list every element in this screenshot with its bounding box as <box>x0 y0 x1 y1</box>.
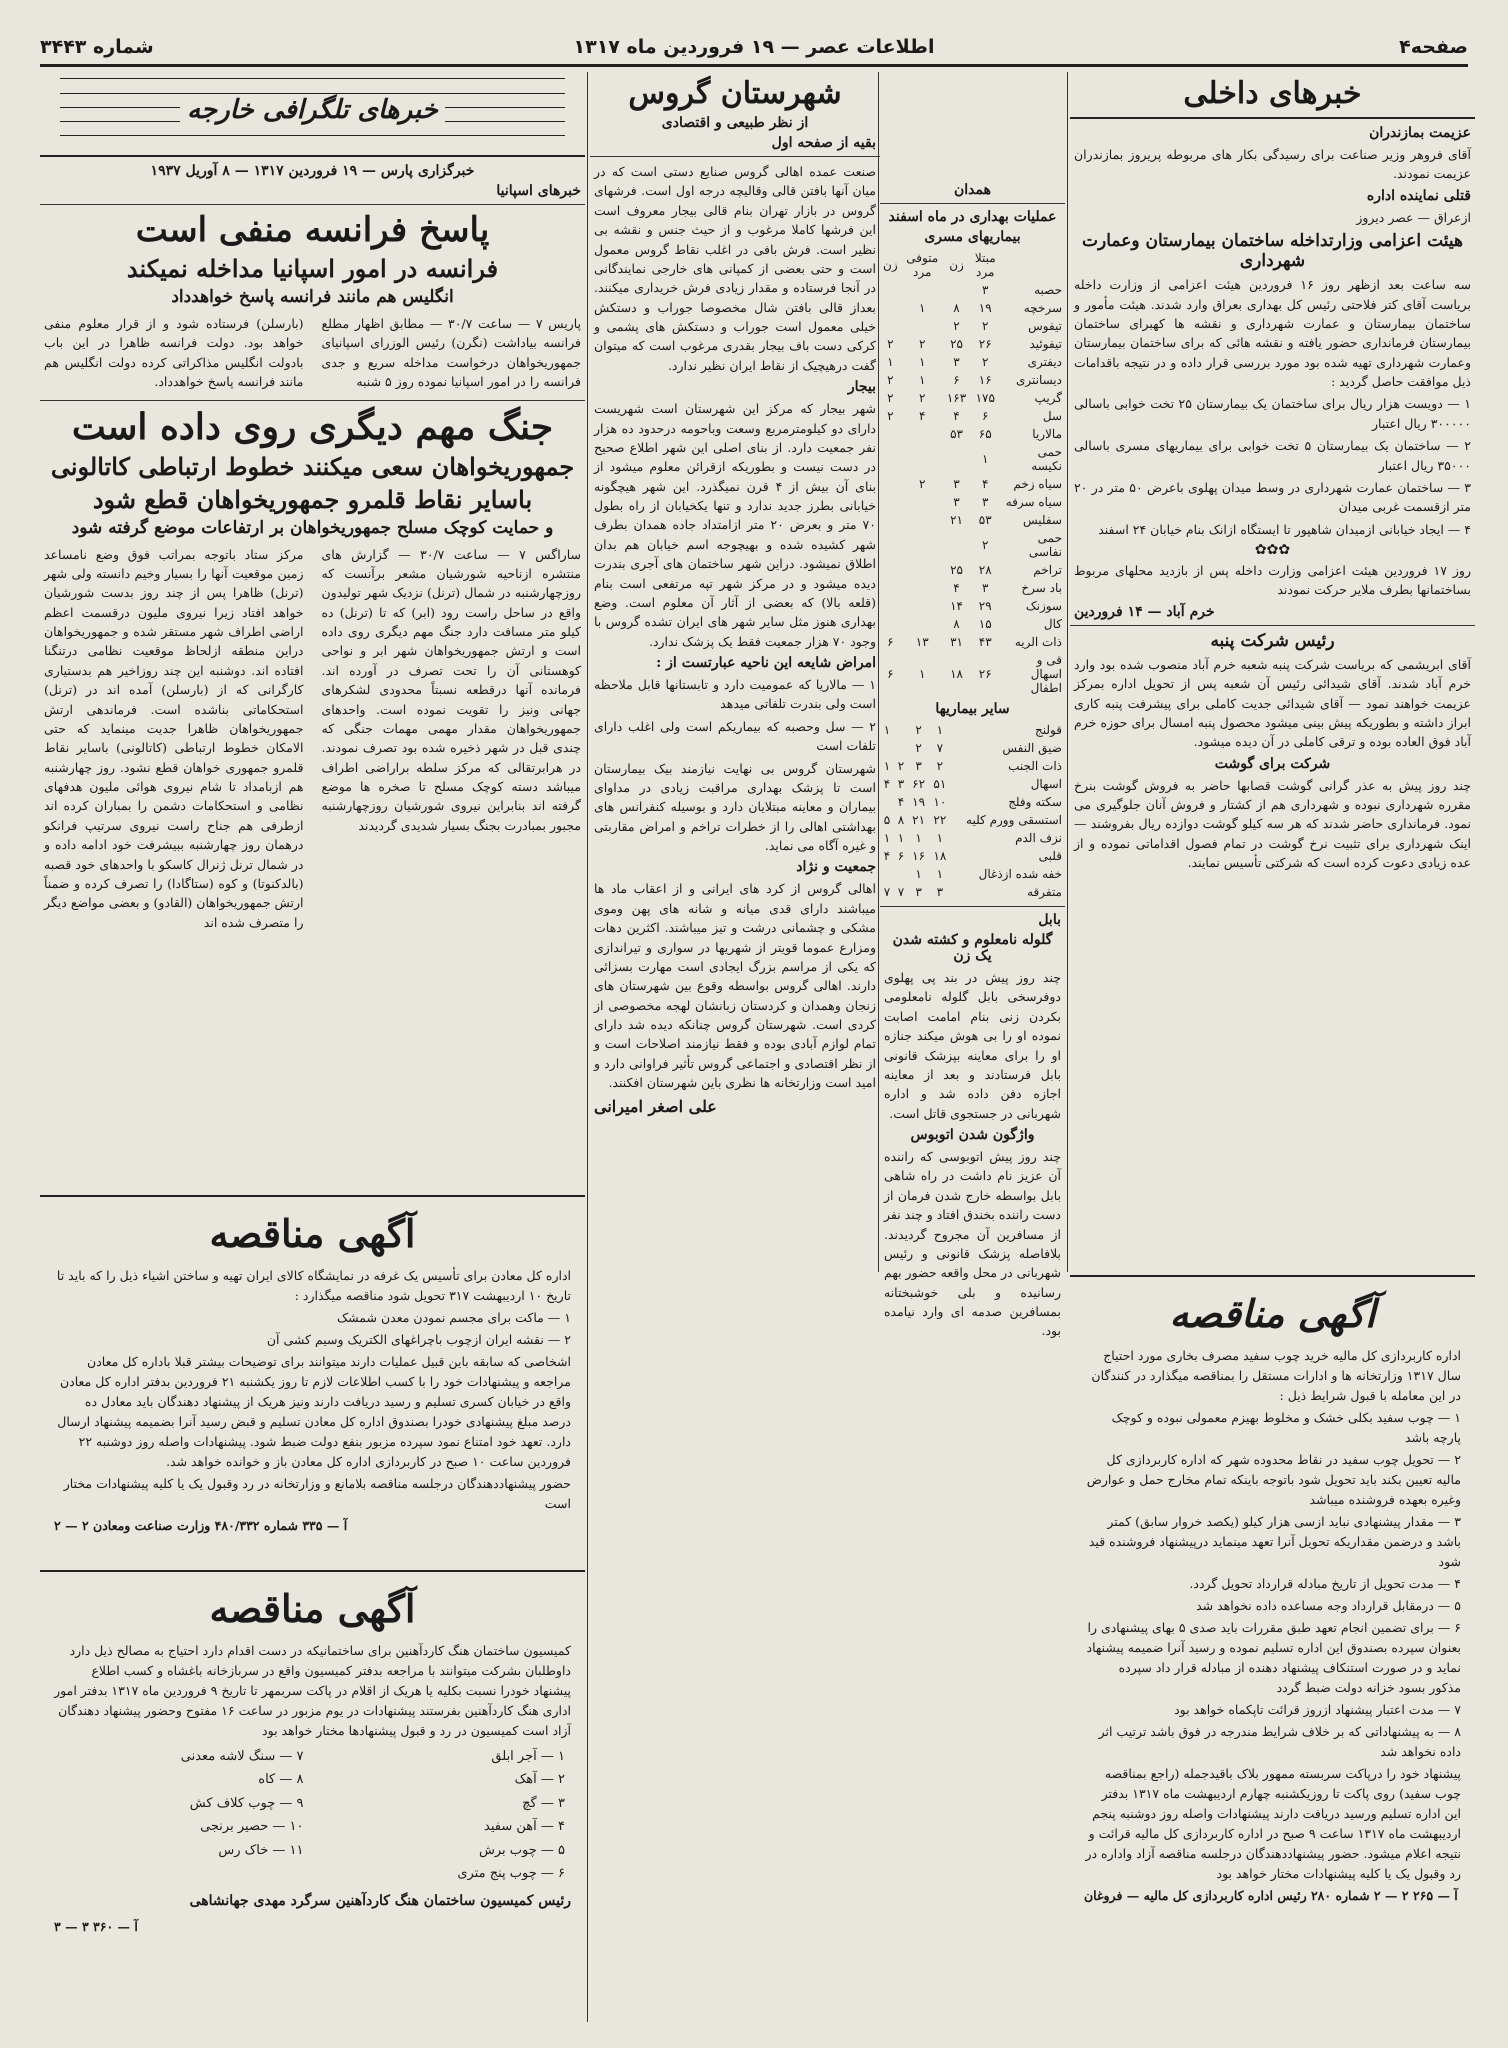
table-row <box>880 389 1065 407</box>
table-row <box>880 511 1065 529</box>
count-cell: ۶ <box>897 849 905 863</box>
count-cell: ۳ <box>953 477 960 491</box>
disease-name: دیفتری <box>1027 355 1062 369</box>
domestic-section-title: خبرهای داخلی <box>1183 76 1362 111</box>
count-cell <box>880 317 901 335</box>
disease-name: دیسانتری <box>1015 373 1062 387</box>
tender-title: آگهی مناقصه <box>1169 1291 1376 1336</box>
other-disease-table <box>880 721 1065 901</box>
table-row <box>880 371 1065 389</box>
bijar-headline: بیجار <box>847 379 876 396</box>
headline-spain: فرانسه در امور اسپانیا مداخله نمیکند <box>126 254 499 283</box>
disease-name: متفرقه <box>1027 885 1062 899</box>
disease-name: ضیق النفس <box>1002 741 1062 755</box>
count-cell <box>880 561 901 579</box>
material-item: ۱۰ — حصیر برنجی <box>200 1819 304 1835</box>
foreign-news-column <box>40 72 585 1187</box>
tender-ref: آ — ۲۶۵ ۲ — ۲ شماره ۲۸۰ رئیس اداره کاربردازی کل مالیه — فروغان <box>1084 1888 1458 1903</box>
count-cell: ۵۱ <box>933 777 947 791</box>
bus-text: چند روز پیش اتوبوسی که راننده آن عزیز نام داشت در راه شاهی بابل بواسطه خارج شدن فرمان از دست راننده بخندق افتاد و چند نفر از مسافرین آن مجروح گردیدند. بلافاصله پزشک قانونی و رئیس شهربانی در محل واقعه حضور بهم رسانیده و بلی خوشبختانه بمسافرین صدمه ای وارد نیامده بود. <box>884 1149 1061 1339</box>
disease-name: تیفوئید <box>1029 337 1062 351</box>
delegation-item: ۴ — ایجاد خیابانی ازمیدان شاهپور تا ایستگاه ازانک بنام خیابان ۲۴ اسفند <box>1098 521 1471 537</box>
disease-name: استسقی وورم کلیه <box>966 813 1062 827</box>
count-cell <box>901 493 944 511</box>
count-cell: ۱۵ <box>978 617 992 631</box>
cotton-headline: رئیس شرکت پنبه <box>1210 630 1335 651</box>
count-cell <box>901 443 944 475</box>
count-cell <box>880 615 901 633</box>
tender-intro: کمیسیون ساختمان هنگ کاردآهنین برای ساختمانیکه در دست اقدام دارد احتیاج به مصالح ذیل دارد داوطلبان بشرکت میتوانند با مراجعه بدفتر کمیسیون واقع در سربازخانه باغشاه و کسب اطلاع پیشنهاد خودرا نسبت بکلیه یا هریک از اقلام در پاکت سربمهر تا تاریخ ۹ فروردین ماه ۱۳۱۷ بدفتر امور اداری هنگ کاردآهنین بفرستند پیشنهادات در یوم مزبور در ساعت ۱۶ مفتوح وحضور پیشنهاد دهندگان آزاد است کمیسیون در رد و قبول پیشنهادها مختار خواهد بود <box>54 1643 571 1738</box>
disease-name: نزف الدم <box>1015 831 1062 845</box>
headline-catalonia: جمهوریخواهان سعی میکنند خطوط ارتباطی کاتالونی <box>50 451 575 481</box>
table-row <box>880 865 1065 883</box>
tender-item: ۴ — مدت تحویل از تاریخ مبادله قرارداد تحویل گردد. <box>1189 1576 1461 1591</box>
material-item: ۱۱ — خاک رس <box>218 1842 304 1858</box>
tender-note: حضور پیشنهاددهندگان درجلسه مناقصه بلامانع و وزارتخانه در رد وقبول یک یا کلیه پیشنهادات مختار است <box>63 1476 571 1511</box>
count-cell: ۶ <box>953 373 960 387</box>
count-cell: ۲۱ <box>912 813 926 827</box>
count-cell: ۱ <box>919 355 926 369</box>
table-header-row <box>880 249 1065 281</box>
count-cell <box>880 739 894 757</box>
count-cell: ۴ <box>883 777 891 791</box>
count-cell: ۳ <box>953 355 960 369</box>
bullet-text: چند روز پیش در بند پی پهلوی دوفرسخی بابل گلوله نامعلومی بکردن زنی بنام امامت اصابت نموده او را بی هوش میکند جنازه او را برای معاینه بپزشک قانونی بابل فرستادند و بعد از معاینه اجازه دفن داده شد و اداره شهربانی در جستجوی قاتل است. <box>884 970 1061 1121</box>
material-item: ۱ — آجر ابلق <box>491 1749 565 1764</box>
count-cell: ۳ <box>982 495 989 509</box>
count-cell: ۱۸ <box>950 667 963 681</box>
count-cell: ۱۷۵ <box>975 391 995 405</box>
disease-name: قلبی <box>1038 849 1062 863</box>
disease-name: سفلیس <box>1022 513 1062 527</box>
table-row <box>880 579 1065 597</box>
column-label: زن <box>883 258 898 272</box>
headline-republicans: باسایر نقاط قلمرو جمهوریخواهان قطع شود <box>92 484 533 514</box>
count-cell <box>944 443 969 475</box>
count-cell: ۲ <box>982 538 989 552</box>
count-cell: ۱۰ <box>933 795 947 809</box>
count-cell: ۳ <box>897 777 905 791</box>
bus-headline: واژگون شدن اتوبوس <box>910 1127 1035 1143</box>
count-cell: ۲ <box>919 477 926 491</box>
table-row <box>880 475 1065 493</box>
table-row <box>880 493 1065 511</box>
count-cell: ۲۵ <box>950 337 963 351</box>
count-cell: ۲ <box>915 723 922 737</box>
materials-list <box>60 1745 565 1885</box>
table-row <box>880 529 1065 561</box>
delegation-headline: هیئت اعزامی وزارتداخله ساختمان بیمارستان وعمارت شهرداری <box>1082 231 1463 272</box>
table-row <box>880 561 1065 579</box>
table-row <box>880 847 1065 865</box>
disease-name: تیفوس <box>1028 319 1062 333</box>
count-cell <box>880 865 894 883</box>
issue-number: شماره ۳۴۴۳ <box>40 36 154 58</box>
count-cell: ۲۱ <box>950 513 963 527</box>
count-cell: ۱۶ <box>978 373 992 387</box>
count-cell: ۶۵ <box>978 427 992 441</box>
diseases-headline: امراض شایعه این ناحیه عبارتست از : <box>656 655 876 671</box>
material-item: ۷ — سنگ لاشه معدنی <box>180 1749 304 1764</box>
count-cell <box>880 493 901 511</box>
bullet-headline: گلوله نامعلوم و کشته شدن یک زن <box>892 932 1053 964</box>
count-cell: ۲۲ <box>933 813 947 827</box>
count-cell: ۲ <box>915 741 922 755</box>
table-row <box>880 335 1065 353</box>
material-item: ۹ — چوب کلاف کش <box>189 1795 304 1811</box>
count-cell <box>880 299 901 317</box>
headline-heights: و حمایت کوچک مسلح جمهوریخواهان بر ارتفاعات موضع گرفته شود <box>71 517 554 538</box>
count-cell <box>894 739 908 757</box>
count-cell: ۱ <box>897 831 905 845</box>
count-cell: ۱ <box>915 831 922 845</box>
count-cell: ۷ <box>897 885 905 899</box>
tender-signature: رئیس کمیسیون ساختمان هنگ کاردآهنین سرگرد مهدی جهانشاهی <box>189 1893 571 1910</box>
tender-title: آگهی مناقصه <box>209 1211 416 1256</box>
column-label: مبتلا مرد <box>974 251 996 279</box>
table-row <box>880 811 1065 829</box>
count-cell <box>880 597 901 615</box>
count-cell: ۳ <box>915 759 922 773</box>
tender-item: ۱ — چوب سفید بکلی خشک و مخلوط بهیزم معمولی نبوده و کوچک پارچه باشد <box>1111 1410 1461 1445</box>
count-cell: ۸ <box>897 813 905 827</box>
count-cell: ۵ <box>883 813 891 827</box>
saragossa-report <box>40 542 585 936</box>
disease-name: کال <box>1043 617 1062 631</box>
tender-intro: اداره کل معادن برای تأسیس یک غرفه در نمایشگاه کالای ایران تهیه و ساختن اشیاء ذیل را که باید تا تاریخ ۱۰ اردیبهشت ۳۱۷ تحویل شود مناقصه میگذارد : <box>56 1268 571 1303</box>
count-cell: ۳ <box>936 885 944 899</box>
count-cell: ۲ <box>936 759 944 773</box>
count-cell: ۲ <box>919 337 926 351</box>
count-cell: ۲ <box>982 355 989 369</box>
tender-item: ۶ — برای تضمین انجام تعهد طبق مقررات باید صدی ۵ بهای پیشنهادی را بعنوان سپرده بصندوق این اداره تسلیم نموده و رسید آنرا ضمیمه پیشنهاد نماید و در صورت استنکاف پیشنهاد دهنده از مبادله قرار داد سپرده مذکور بسود خزانه دولت ضبط گردد <box>1086 1620 1461 1695</box>
meat-headline: شرکت برای گوشت <box>1214 755 1331 772</box>
hamadan-headline: عملیات بهداری در ماه اسفند <box>888 209 1057 225</box>
hamadan-subhead: بیماریهای مسری <box>924 229 1021 245</box>
count-cell: ۵۳ <box>978 513 992 527</box>
count-cell <box>880 281 901 299</box>
count-cell <box>901 511 944 529</box>
disease-item: ۱ — مالاریا که عمومیت دارد و تابستانها قابل ملاحظه است ولی بندرت تلفاتی میدهد <box>594 677 876 712</box>
count-cell: ۱ <box>936 831 944 845</box>
count-cell: ۶ <box>887 667 894 681</box>
tender-body: اشخاصی که سابقه باین قبیل عملیات دارند میتوانند برای توضیحات بیشتر قبلا باداره کل معادن مراجعه و پیشنهادات خود را با کسب اطلاعات لازم تا روز یکشنبه ۲۱ فروردین بدفتر اداره کل معادن واقع در خیابان کسری تسلیم و رسید دریافت دارند ونیز هریک از پیشنهاد دهندگان باید معادل ده درصد مبلغ پیشنهادی خودرا بصندوق اداره کل معادن تسلیم و قبض رسید آنرا بضمیمه پیشنهاد ارسال دارد. تعهد خود امتناع نمود سپرده مزبور بنفع دولت ضبط شود. پیشنهادات واصله روز دوشنبه ۲۲ فروردین ساعت ۱۰ صبح در کاربردازی اداره کل معادن باز و خوانده خواهد شد. <box>57 1354 571 1469</box>
count-cell: ۲ <box>887 409 894 423</box>
material-item: ۸ — کاه <box>258 1772 304 1788</box>
table-row <box>880 721 1065 739</box>
headline-england: انگلیس هم مانند فرانسه پاسخ خواهدداد <box>171 287 454 307</box>
count-cell: ۶۲ <box>912 777 926 791</box>
count-cell: ۱ <box>936 867 944 881</box>
disease-item: ۲ — سل وحصبه که بیماریکم است ولی اغلب دارای تلفات است <box>594 718 876 754</box>
tender-body: پیشنهاد خود را درپاکت سربسته ممهور بلاک باقیدجمله (راجع بمناقصه چوب سفید) روی پاکت تا روزیکشنبه چهارم اردیبهشت ماه ۱۳۱۷ بدفتر این اداره تسلیم ورسید دریافت دارند پیشنهادات واصله روز دوشنبه پنجم اردیبهشت ماه ۱۳۱۷ ساعت ۹ صبح در اداره کاربردازی کل مالیه قرائت و نتیجه اعلام میشود. حضور پیشنهاددهندگان درجلسه مناقصه آزاد واداره در رد وقبول یک یا کلیه پیشنهادات مختار خواهد بود <box>1085 1766 1461 1881</box>
delegation-item: ۳ — ساختمان عمارت شهرداری در وسط میدان پهلوی باعرض ۵۰ متر در ۲۰ متر ازقسمت غربی میدان <box>1074 479 1472 515</box>
paris-text-1: پاریس ۷ — ساعت ۳۰/۷ — مطابق اظهار مطلع فرانسه بیاداشت (نگرن) رئیس الوزرای اسپانیای جمهوریخواهان درخواست مداخله سریع و جدی فرانسه را در امور اسپانیا نموده روز ۵ شنبه <box>321 316 582 390</box>
table-row <box>880 883 1065 901</box>
count-cell <box>901 579 944 597</box>
population-headline: جمعیت و نژاد <box>796 859 876 876</box>
headline-war: جنگ مهم دیگری روی داده است <box>71 405 554 448</box>
paris-text-2: (بارسلن) فرستاده شود و از قرار معلوم منفی خواهد بود. دولت فرانسه ظاهرا در این باب بادولت انگلیس مذاکراتی کرده دولت انگلیس هم مانند فرانسه پاسخ خواهدداد. <box>44 316 304 390</box>
count-cell: ۱۴ <box>950 599 963 613</box>
tender-ad-firewood <box>1070 1275 1475 2017</box>
materials-left <box>60 1745 304 1885</box>
disease-name: حصبه <box>1034 283 1062 297</box>
delegation-item: ۱ — دویست هزار ریال برای ساختمان یک بیمارستان ۲۵ تخت خوابی باسالی ۳۰۰۰۰۰ ریال اعتبار <box>1074 396 1471 431</box>
disease-name: خفه شده ازذغال <box>978 867 1062 881</box>
paris-report <box>40 311 585 395</box>
count-cell: ۲ <box>919 391 926 405</box>
table-row <box>880 597 1065 615</box>
count-cell: ۷ <box>883 885 891 899</box>
disease-name: حمی نکیسه <box>1031 445 1062 473</box>
table-row <box>880 651 1065 697</box>
count-cell: ۱ <box>883 831 891 845</box>
count-cell <box>880 793 894 811</box>
headline-france: پاسخ فرانسه منفی است <box>135 210 490 250</box>
saragossa-text-2: مرکز ستاد باتوجه بمراتب فوق وضع نامساعد زمین موقعیت آنها را بسیار وخیم دانسته ولی شهر (ترنل) ظاهرا پس از چند روز بدست شورشیان خواهد افتاد زیرا نیروی ملیون درقسمت اعظم اراضی اطراف شهر مستقر شده و جمهوریخواهان دراین منطقه ازلحاظ موقعیت نظامی درتنگنا افتاده اند. دوشنبه این چند روزاخیر هم بدستیاری کارگرانی که از (بارسلن) آمده اند در (ترنل) استحکاماتی بناشده است. فرماندهی ارتش جمهوریخواهان ظاهرا جدیت مینماید که حتی الامکان خطوط ارتباطی (کاتالونی) باسایر نقاط قلمرو جمهوری خواهان قطع نشود. روز چهارشنبه هم ازبامداد تا شام نیروی هوائی ملیون هدفهای نظامی و استحکامات دشمن را بمباران کرده اند ازطرفی هم جناح راست نیروی سرتیپ فرانکو درهمان روز چهارشنبه ببیشرفت خود ادامه داده و در شمال ترنل ژنرال کاسکو با واحدهای خود قصبه (بالدکنوتا) و کوه (ستاگادا) را تصرف کرده و ضمناً ارتش جمهوریخواهان (القادو) و بعضی مواضع دیگر را متصرف شده اند <box>44 546 304 930</box>
count-cell <box>880 511 901 529</box>
count-cell: ۲۸ <box>978 563 992 577</box>
disease-name: سیاه زخم <box>1013 477 1062 491</box>
count-cell <box>894 865 908 883</box>
count-cell: ۱۶ <box>912 849 926 863</box>
mazandaran-headline: عزیمت بمازندران <box>1369 125 1471 141</box>
count-cell: ۵۳ <box>950 427 963 441</box>
table-row <box>880 829 1065 847</box>
column-label: زن <box>949 258 964 272</box>
disease-name: سل <box>1042 409 1062 423</box>
count-cell: ۴ <box>897 795 905 809</box>
table-row <box>880 739 1065 757</box>
delegation-text: سه ساعت بعد ازظهر روز ۱۶ فروردین هیئت اعزامی از وزارت داخله بریاست آقای کتر فلاحتی رئیس کل بهداری بعراق وارد شدند. هیئت مأمور و ساختمان بیمارستان و عمارت شهرداری و نقشه ها کهبرای ساختمان بیمارستان فرمانداری حضور یافته و نقشه هائی که برای ساختمان بیمارستان وعمارت شهرداری تهیه شده بود مورد بررسی قرار داده و در نتیجه باقدامات ذیل موافقت حاصل گردید : <box>1074 277 1471 389</box>
count-cell: ۳ <box>953 495 960 509</box>
materials-right <box>322 1745 566 1885</box>
count-cell <box>880 529 901 561</box>
other-diseases-headline: سایر بیماریها <box>935 701 1010 717</box>
disease-name: ذات الجنب <box>1008 759 1062 773</box>
column-rule <box>1067 72 1068 1272</box>
count-cell <box>880 475 901 493</box>
tender-title: آگهی مناقصه <box>209 1586 416 1631</box>
gerrous-text-4: اهالی گروس از کرد های ایرانی و از اعقاب ماد ها میباشند دارای قدی میانه و شانه های پهن وموی مشکی و چشمانی درشت و تیز میباشند. اکثرین دهات ومزارع عموما قویتر از شهریها در سواری و تیراندازی که یکی از مراسم بزرگ ایجادی است مهارت بسزائی دارند. اهالی گروس بواسطه وقوع بین شهرستان های زنجان وهمدان و کردستان زبانشان لهجه مخصوصی از کردی است. شهرستان گروس چنانکه دیده شد دارای تمام لوازم آبادی بوده و فقط نیازمند اصلاحات است و از نظر اقتصادی و اجتماعی گروس تأثیر فراوانی دارد و امید است وزارتخانه ها نظری باین شهرستان افکنند. <box>594 881 876 1091</box>
count-cell <box>901 529 944 561</box>
count-cell: ۱۳ <box>915 635 929 649</box>
count-cell: ۱ <box>915 867 922 881</box>
tender-item: ۲ — نقشه ایران ازچوب باچراغهای الکتریک وسیم کشی آن <box>266 1332 571 1347</box>
count-cell: ۲۶ <box>978 337 992 351</box>
count-cell: ۴ <box>883 849 891 863</box>
column-rule <box>587 72 588 2022</box>
table-row <box>880 425 1065 443</box>
count-cell <box>901 561 944 579</box>
star-divider: ✿✿✿ <box>1254 542 1291 558</box>
table-row <box>880 443 1065 475</box>
count-cell: ۱۸ <box>933 849 947 863</box>
disease-name: باد سرخ <box>1021 581 1062 595</box>
disease-name: سیاه سرفه <box>1005 495 1062 509</box>
mazandaran-text: آقای فروهر وزیر صناعت برای رسیدگی بکار های مربوطه پریروز بمازندران عزیمت نمودند. <box>1074 147 1471 182</box>
tender-intro: اداره کاربردازی کل مالیه خرید چوب سفید مصرف بخاری مورد احتیاج سال ۱۳۱۷ وزارتخانه ها و ادارات مستقل را بمناقصه میگذارد در کنندگان در این معامله با قبول شرایط ذیل : <box>1091 1348 1461 1403</box>
count-cell: ۱ <box>936 723 944 737</box>
telegraph-banner <box>60 78 565 149</box>
count-cell: ۲۹ <box>978 599 992 613</box>
count-cell <box>944 281 969 299</box>
count-cell: ۱۹ <box>912 795 926 809</box>
delegation-item: ۲ — ساختمان یک بیمارستان ۵ تخت خوابی برای بیماریهای مسری باسالی ۳۵۰۰۰ ریال اعتبار <box>1074 438 1471 473</box>
disease-name: ذات الریه <box>1014 635 1062 649</box>
count-cell: ۲۶ <box>978 667 992 681</box>
disease-name: قولنج <box>1035 723 1062 737</box>
count-cell: ۳۱ <box>950 635 963 649</box>
tender-ref: آ — ۳۳۵ شماره ۴۸۰/۳۳۲ وزارت صناعت ومعادن ۲ — ۲ <box>54 1518 348 1533</box>
agency-line: خبرگزاری پارس — ۱۹ فروردین ۱۳۱۷ — ۸ آوریل ۱۹۳۷ <box>150 163 475 179</box>
gerrous-text-2: شهر بیجار که مرکز این شهرستان است شهریست دارای دو کیلومترمربع وسعت وباحومه درحدود ده هزار نفر جمعیت دارد. از بنای اصلی این شهر اطلاع صحیح در دست نیست و بطوریکه ازقرائن معلوم میشود از بنای آن بیش از ۴ قرن نمیگذرد. این شهر هیچگونه خیابانی بطرز جدید ندارد و تنها یکخیابان از راه بطول ۷۰ متر و بعرض ۲۰ متر ازامتداد جاده همدان بطرف شهر کشیده شده و بهیچوجه اسم خیابان هم بدان اطلاق نمیشود. دراین شهر ساختمان های آجری بندرت دیده میشود و در مرکز شهر تپه مرتفعی است بنام (قلعه بالا) که بعضی از آثار آن معلوم است. وضع بهداری هنوز مثل سایر شهر های ایران تشده گروس با وجود ۷۰ هزار جمعیت فقط یک پزشک ندارد. <box>594 401 876 649</box>
count-cell: ۱۶۳ <box>946 391 967 405</box>
hamadan-column <box>880 72 1065 1339</box>
page-header <box>40 30 1468 67</box>
count-cell: ۲۵ <box>950 563 963 577</box>
count-cell <box>894 721 908 739</box>
count-cell: ۳ <box>982 581 989 595</box>
table-row <box>880 757 1065 775</box>
count-cell: ۳ <box>982 283 989 297</box>
count-cell: ۳ <box>915 885 922 899</box>
table-row <box>880 281 1065 299</box>
meat-text: چند روز پیش به عذر گرانی گوشت قصابها حاضر به فروش گوشت بنرخ مقرره شهرداری نبوده و شهرداری هم از کشتار و فروش آنان جلوگیری می نمود. فرمانداری حاضر شدند که هر سه کیلو گوشت دوازده ریال بفروشند — اینک شهرداری برای تثبیت نرخ گوشت در تمام فصول اقداماتی نموده و از عده زیادی دعوت کرده است که شرکتی تأسیس نمایند. <box>1074 777 1471 871</box>
hamadan-place: همدان <box>954 182 991 198</box>
count-cell: ۱ <box>883 759 891 773</box>
count-cell: ۲ <box>953 319 960 333</box>
count-cell: ۱ <box>883 723 891 737</box>
disease-name: حمی نفاسی <box>1028 531 1062 559</box>
tender-item: ۲ — تحویل چوب سفید در نقاط محدوده شهر که اداره کاربردازی کل مالیه تعیین بکند باید تحویل شود باتوجه باینکه تمام مخارج حمل و عوارض وغیره بعهده فروشنده میباشد <box>1086 1452 1461 1507</box>
tender-item: ۸ — به پیشنهاداتی که بر خلاف شرایط مندرجه در فوق باشد ترتیب اثر داده نخواهد شد <box>1098 1724 1461 1759</box>
tender-item: ۷ — مدت اعتبار پیشنهاد ازروز قرائت تاپکماه خواهد بود <box>1174 1702 1461 1717</box>
tender-item: ۵ — درمقابل قرارداد وجه مساعده داده نخواهد شد <box>1196 1598 1461 1613</box>
disease-name: اسهال <box>1030 777 1062 791</box>
count-cell <box>901 317 944 335</box>
telegraph-banner-title: خبرهای تلگرافی خارجه <box>180 95 445 125</box>
disease-name: سکته وفلج <box>1008 795 1062 809</box>
count-cell: ۶ <box>887 635 894 649</box>
after-stars-text: روز ۱۷ فروردین هیئت اعزامی وزارت داخله پس از بازدید محلهای مربوط بساختمانها بطرف ملایر حرکت نمودند <box>1074 563 1471 598</box>
page-number: صفحه۴ <box>1399 36 1468 58</box>
count-cell: ۲ <box>887 391 894 405</box>
count-cell: ۱ <box>887 355 894 369</box>
dateline-sign: خرم آباد — ۱۴ فروردین <box>1074 603 1215 620</box>
table-row <box>880 615 1065 633</box>
count-cell: ۱۹ <box>978 301 992 315</box>
continued-note: بقیه از صفحه اول <box>771 135 876 151</box>
count-cell: ۲ <box>887 337 894 351</box>
count-cell: ۴ <box>953 409 960 423</box>
count-cell: ۱ <box>919 373 926 387</box>
material-item: ۵ — چوب برش <box>478 1842 565 1858</box>
count-cell: ۱ <box>982 452 989 466</box>
contagious-disease-table <box>880 249 1065 697</box>
table-row <box>880 793 1065 811</box>
material-item: ۶ — چوب پنج متری <box>457 1865 565 1881</box>
column-label: متوفی مرد <box>906 251 939 279</box>
disease-name: قی و اسهال اطفال <box>1030 653 1062 695</box>
tender-ad-materials <box>40 1570 585 2017</box>
table-row <box>880 775 1065 793</box>
gerrous-text-1: صنعت عمده اهالی گروس صنایع دستی است که در میان آنها بافتن قالی وقالیچه درجه اول است. فرشهای گروس در بازار تهران بنام قالی بیجار معروف است این فرشها کاملا مرغوب و از حیث جنس و نقشه بی نظیر است. فرش بافی در اغلب نقاط گروس معمول است و حتی بعضی از کمپانی های خارجی نمایندگانی در آنجا فرستاده و مقدار زیادی فرش خریداری میکنند. بعداز قالی بافتن شال مخصوصا جوراب و دستکش خیلی معمول است جوراب و دستکش های پشمی و کرکی دست باف بیجار بقدری مرغوب است که میتوان گفت درهیچیک از نقاط ایران نظیر ندارد. <box>594 164 876 373</box>
disease-name: سوزنک <box>1025 599 1062 613</box>
material-item: ۲ — آهک <box>514 1772 565 1788</box>
tender-ref: آ — ۳۶۰ ۳ — ۳ <box>54 1919 138 1935</box>
count-cell <box>901 425 944 443</box>
spain-label: خبرهای اسپانیا <box>496 183 581 199</box>
count-cell: ۴۳ <box>978 635 992 649</box>
count-cell <box>880 579 901 597</box>
count-cell: ۷ <box>936 741 944 755</box>
cotton-text: آقای ابریشمی که بریاست شرکت پنبه شعبه خرم آباد منصوب شده بود وارد خرم آباد شدند. آقای شیدائی رئیس آن شعبه پس از تحویل اداره بمرکز عزیمت خواهند نمود — آقای شیدائی جدیت کاملی برای پیشرفت پنبه کاری ابراز داشته و بطوریکه پیش بینی میشود محصول پنبه امسال برای حوزه خرم آباد فوق العاده بوده و ترقی کاملی در آن دیده میشود. <box>1074 656 1471 750</box>
count-cell <box>901 597 944 615</box>
material-item: ۳ — گچ <box>522 1795 565 1811</box>
count-cell <box>944 529 969 561</box>
material-item: ۴ — آهن سفید <box>484 1819 565 1835</box>
count-cell: ۸ <box>953 617 960 631</box>
count-cell: ۴ <box>919 409 926 423</box>
disease-name: سرخچه <box>1023 301 1062 315</box>
tender-item: ۱ — ماکت برای مجسم نمودن معدن شمشک <box>336 1310 571 1325</box>
count-cell <box>901 615 944 633</box>
count-cell: ۴ <box>982 477 989 491</box>
representative-text: ازعراق — عصر دیروز <box>1356 209 1471 225</box>
disease-name: تراخم <box>1033 563 1062 577</box>
disease-name: گریپ <box>1034 391 1062 405</box>
saragossa-text-1: ساراگس ۷ — ساعت ۳۰/۷ — گزارش های منتشره ازناحیه شورشیان مشعر برآنست که روزچهارشنبه در شمال (ترنل) نزدیک شهر تولیدون واقع در ساحل راست رود (ابر) که تا (ترنل) ده کیلو متر مسافت دارد جنگ مهم دیگری روی داده است و ارتش جمهوریخواهان شهر ابر و نواحی کوهستانی آن را تحت تصرف در آورده اند. فرمانده آنها درقطعه نسبتاً محدودی لشکرهای جهانی ونیز را تقویت نموده است. واحدهای جمهوریخواهان مقدار مهمی مهمات جنگی که چندی قبل در شهر ذخیره شده بود تصرف نمودند. در هرابرتقالی که مرکز سلطه براراضی اطراف میباشد دسته کوچک مسلح تا صخره ها موضع گرفته اند بنابراین نیروی شورشیان روزچهارشنبه مجبور بمبادرت بجنگ بسیار شدیدی گردیدند <box>321 546 581 833</box>
count-cell: ۲ <box>887 373 894 387</box>
table-row <box>880 317 1065 335</box>
count-cell <box>901 281 944 299</box>
tender-ad-mines <box>40 1195 585 1567</box>
gerrous-title: شهرستان گروس <box>628 76 842 111</box>
gerrous-article <box>590 72 880 2022</box>
count-cell: ۶ <box>982 409 989 423</box>
disease-name: مالاریا <box>1032 427 1062 441</box>
gerrous-text-3: شهرستان گروس بی نهایت نیازمند بیک بیمارستان است تا پزشک بهداری مراقبت زیادی در مداوای بیماران و معاینه مبتلایان دارد و بوسیله کنفرانس های بهداشتی اهالی را از خطرات تراخم و امراض مقاربتی و غیره آگاه می نماید. <box>594 760 876 853</box>
dateline: اطلاعات عصر — ۱۹ فروردین ماه ۱۳۱۷ <box>573 36 935 58</box>
count-cell: ۲ <box>982 319 989 333</box>
representative-headline: قتلی نماینده اداره <box>1366 187 1471 204</box>
count-cell: ۴ <box>953 581 960 595</box>
count-cell <box>880 425 901 443</box>
count-cell: ۲ <box>897 759 905 773</box>
author-signature: علی اصغر امیرانی <box>594 1096 717 1116</box>
domestic-news-column <box>1070 72 1475 1022</box>
babol-place: بابل <box>1038 912 1061 928</box>
count-cell: ۱ <box>919 667 926 681</box>
table-row <box>880 633 1065 651</box>
gerrous-subtitle: از نظر طبیعی و اقتصادی <box>661 115 809 131</box>
tender-item: ۳ — مقدار پیشنهادی نباید ازسی هزار کیلو (یکصد خروار سابق) کمتر باشد و درضمن مقداریکه تحویل آنرا تعهد مینماید درپیشنهاد فروشنده قید شود <box>1088 1514 1461 1569</box>
table-row <box>880 299 1065 317</box>
count-cell <box>880 443 901 475</box>
count-cell: ۱ <box>919 301 926 315</box>
table-row <box>880 353 1065 371</box>
table-row <box>880 407 1065 425</box>
count-cell: ۸ <box>953 301 960 315</box>
